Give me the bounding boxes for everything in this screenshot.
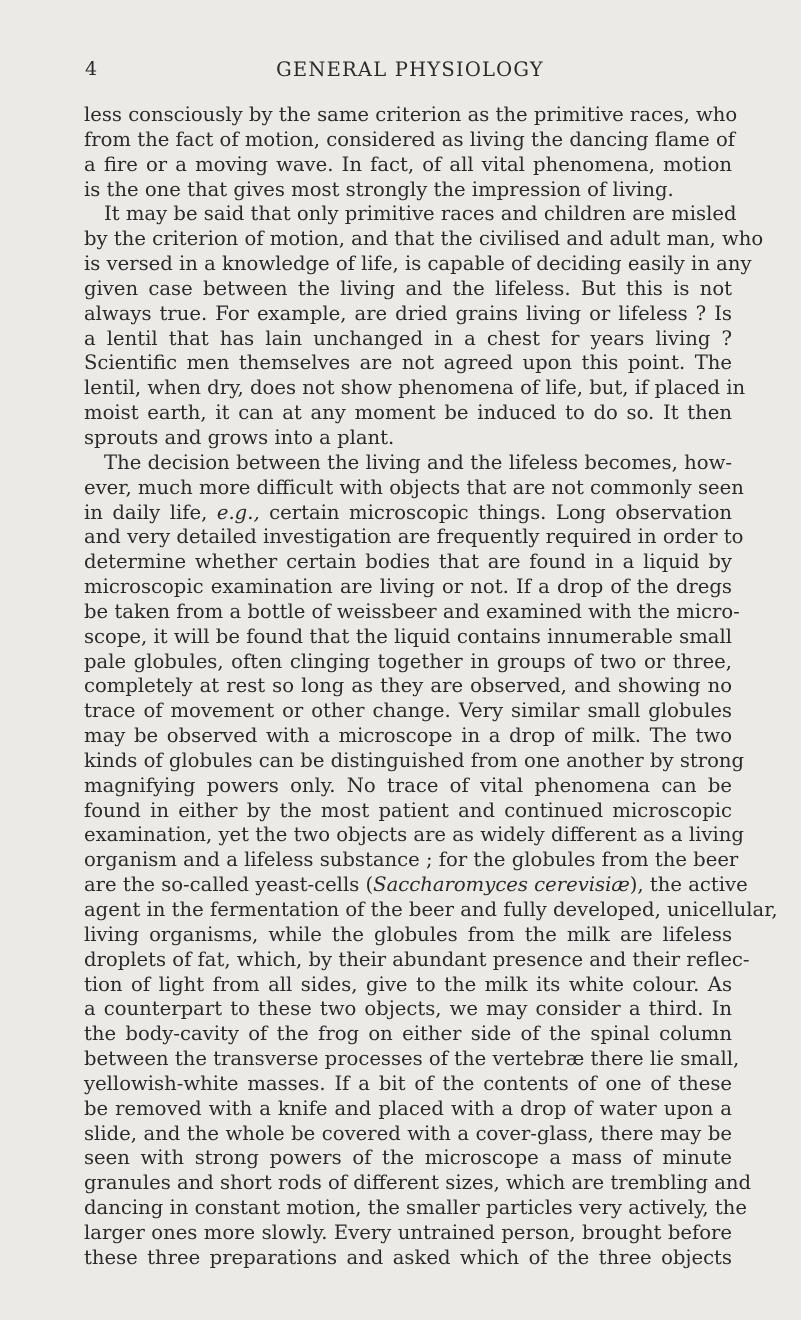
text-line: are the so-called yeast-cells (Saccharomyces cerevisiæ), the active: [84, 873, 748, 897]
text-line: be taken from a bottle of weissbeer and examined with the micro-: [84, 599, 740, 623]
text-line: ever, much more difficult with objects that are not commonly seen: [84, 475, 744, 499]
text-line: is the one that gives most strongly the impression of living.: [84, 177, 674, 201]
text-line: It may be said that only primitive races and children are misled: [104, 202, 737, 226]
text-line: dancing in constant motion, the smaller particles very actively, the: [84, 1196, 747, 1220]
text-line: between the transverse processes of the vertebræ there lie small,: [84, 1047, 740, 1071]
body-text: [84, 103, 778, 1271]
text-line: granules and short rods of different sizes, which are trembling and: [84, 1171, 752, 1195]
text-line: found in either by the most patient and continued microscopic: [84, 798, 732, 822]
text-line: always true. For example, are dried grains living or lifeless ? Is: [84, 301, 732, 325]
text-line: in daily life, e.g., certain microscopic things. Long observation: [84, 500, 732, 524]
text-line: may be observed with a microscope in a drop of milk. The two: [84, 724, 732, 748]
text-line: yellowish-white masses. If a bit of the contents of one of these: [84, 1071, 732, 1095]
text-line: is versed in a knowledge of life, is capable of deciding easily in any: [84, 252, 752, 276]
running-head-title: GENERAL PHYSIOLOGY: [276, 58, 544, 81]
text-line: The decision between the living and the lifeless becomes, how-: [104, 450, 732, 474]
text-line: microscopic examination are living or not. If a drop of the dregs: [84, 575, 732, 599]
text-line: and very detailed investigation are frequently required in order to: [84, 525, 744, 549]
text-line: moist earth, it can at any moment be induced to do so. It then: [84, 401, 732, 425]
text-line: examination, yet the two objects are as widely different as a living: [84, 823, 744, 847]
text-line: less consciously by the same criterion as the primitive races, who: [84, 103, 738, 126]
text-line: scope, it will be found that the liquid contains innumerable small: [84, 624, 732, 648]
text-line: living organisms, while the globules from the milk are lifeless: [84, 922, 732, 946]
running-head: [80, 58, 740, 86]
text-line: lentil, when dry, does not show phenomena of life, but, if placed in: [84, 376, 746, 400]
text-line: be removed with a knife and placed with a drop of water upon a: [84, 1096, 732, 1120]
text-line: these three preparations and asked which of the three objects: [84, 1245, 732, 1269]
text-line: agent in the fermentation of the beer and fully developed, unicellular,: [84, 898, 778, 921]
text-line: the body-cavity of the frog on either side of the spinal column: [84, 1022, 732, 1046]
page-number: 4: [85, 58, 98, 80]
text-line: slide, and the whole be covered with a cover-glass, there may be: [84, 1121, 732, 1145]
text-line: sprouts and grows into a plant.: [84, 425, 395, 449]
text-line: larger ones more slowly. Every untrained person, brought before: [84, 1220, 732, 1244]
text-line: given case between the living and the lifeless. But this is not: [84, 276, 732, 300]
text-line: seen with strong powers of the microscope a mass of minute: [84, 1146, 732, 1170]
text-line: trace of movement or other change. Very similar small globules: [84, 699, 732, 723]
text-line: by the criterion of motion, and that the civilised and adult man, who: [84, 227, 764, 251]
text-line: droplets of fat, which, by their abundant presence and their reflec-: [84, 947, 750, 971]
text-line: pale globules, often clinging together in groups of two or three,: [84, 649, 732, 673]
text-line: magnifying powers only. No trace of vital phenomena can be: [84, 773, 732, 797]
text-line: organism and a lifeless substance ; for the globules from the beer: [84, 848, 739, 872]
text-line: kinds of globules can be distinguished from one another by strong: [84, 748, 745, 772]
text-line: Scientific men themselves are not agreed upon this point. The: [84, 351, 732, 375]
text-line: a fire or a moving wave. In fact, of all vital phenomena, motion: [84, 152, 732, 176]
text-line: determine whether certain bodies that are found in a liquid by: [84, 550, 732, 574]
text-line: a counterpart to these two objects, we may consider a third. In: [84, 997, 732, 1021]
text-line: from the fact of motion, considered as living the dancing flame of: [84, 127, 736, 151]
text-line: a lentil that has lain unchanged in a chest for years living ?: [84, 326, 732, 350]
text-line: tion of light from all sides, give to the milk its white colour. As: [84, 972, 732, 996]
text-line: completely at rest so long as they are observed, and showing no: [84, 674, 732, 698]
